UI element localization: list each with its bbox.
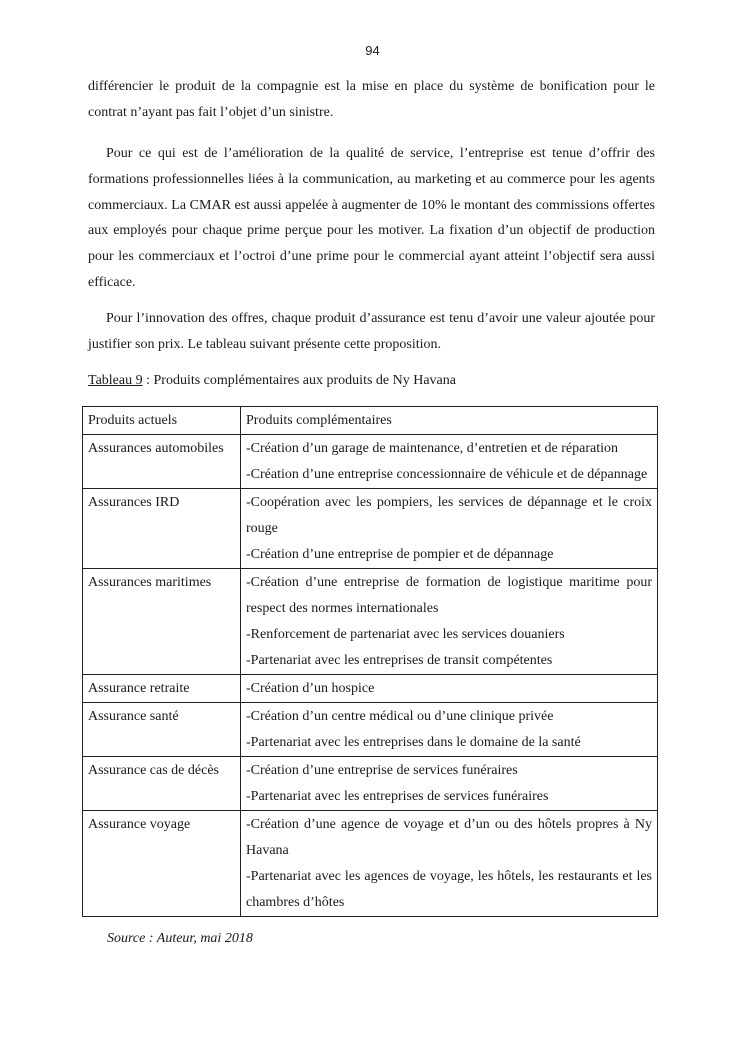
complementary-products-cell — [241, 569, 658, 675]
table-row — [83, 811, 658, 917]
current-product-cell: Assurance voyage — [83, 811, 241, 917]
complementary-product-item: -Création d’un garage de maintenance, d’entretien et de réparation — [246, 441, 618, 456]
current-product-cell: Assurances automobiles — [83, 435, 241, 489]
table-caption — [88, 371, 655, 391]
table-caption-label: Tableau 9 — [88, 373, 143, 388]
complementary-product-item: -Création d’un centre médical ou d’une clinique privée — [246, 709, 554, 724]
complementary-product-item: -Création d’une agence de voyage et d’un ou des hôtels propres à Ny Havana — [246, 817, 652, 858]
table-header-row — [83, 407, 658, 435]
table-row — [83, 569, 658, 675]
table-caption-text: : Produits complémentaires aux produits de Ny Havana — [142, 373, 456, 388]
products-table — [82, 406, 658, 917]
complementary-products-cell — [241, 757, 658, 811]
current-product-cell: Assurances maritimes — [83, 569, 241, 675]
paragraph-bonification: différencier le produit de la compagnie est la mise en place du système de bonification pour le contrat n’ayant pas fait l’objet d’un sinistre. — [88, 79, 655, 120]
complementary-product-item: -Partenariat avec les entreprises dans le domaine de la santé — [246, 735, 581, 750]
complementary-products-cell — [241, 489, 658, 569]
table-source: Source : Auteur, mai 2018 — [107, 931, 253, 946]
complementary-product-item: -Partenariat avec les agences de voyage, les hôtels, les restaurants et les chambres d’hôtes — [246, 869, 652, 910]
table-row — [83, 703, 658, 757]
header-complementary-products: Produits complémentaires — [241, 407, 658, 435]
current-product-cell: Assurance santé — [83, 703, 241, 757]
table-row — [83, 489, 658, 569]
header-current-products: Produits actuels — [83, 407, 241, 435]
table-row — [83, 757, 658, 811]
complementary-products-cell — [241, 703, 658, 757]
table-row — [83, 435, 658, 489]
current-product-cell: Assurance cas de décès — [83, 757, 241, 811]
complementary-product-item: -Partenariat avec les entreprises de services funéraires — [246, 789, 549, 804]
paragraph-quality-of-service: Pour ce qui est de l’amélioration de la qualité de service, l’entreprise est tenue d’offrir des formations professionnelles liées à la communication, au marketing et au commerce pour les agents commerciaux. La CMAR est aussi appelée à augmenter de 10% le montant des commissions offertes aux employés pour chaque prime perçue pour les motiver. La fixation d’un objectif de production pour les commerciaux et l’octroi d’une prime pour le commercial ayant atteint l’objectif sera aussi efficace. — [88, 146, 655, 290]
paragraph-offer-innovation: Pour l’innovation des offres, chaque produit d’assurance est tenu d’avoir une valeur ajoutée pour justifier son prix. Le tableau suivant présente cette proposition. — [88, 311, 655, 352]
complementary-product-item: -Création d’une entreprise de formation de logistique maritime pour respect des normes internationales — [246, 575, 652, 616]
products-table-body — [83, 435, 658, 917]
complementary-product-item: -Renforcement de partenariat avec les services douaniers — [246, 627, 565, 642]
complementary-products-cell — [241, 435, 658, 489]
complementary-product-item: -Coopération avec les pompiers, les services de dépannage et le croix rouge — [246, 495, 652, 536]
complementary-product-item: -Création d’un hospice — [246, 681, 375, 696]
current-product-cell: Assurances IRD — [83, 489, 241, 569]
complementary-product-item: -Création d’une entreprise de services funéraires — [246, 763, 518, 778]
complementary-products-cell — [241, 811, 658, 917]
complementary-product-item: -Création d’une entreprise de pompier et de dépannage — [246, 547, 554, 562]
table-row — [83, 675, 658, 703]
page-number: 94 — [365, 43, 380, 58]
current-product-cell: Assurance retraite — [83, 675, 241, 703]
complementary-product-item: -Création d’une entreprise concessionnaire de véhicule et de dépannage — [246, 467, 648, 482]
complementary-product-item: -Partenariat avec les entreprises de transit compétentes — [246, 653, 553, 668]
complementary-products-cell — [241, 675, 658, 703]
